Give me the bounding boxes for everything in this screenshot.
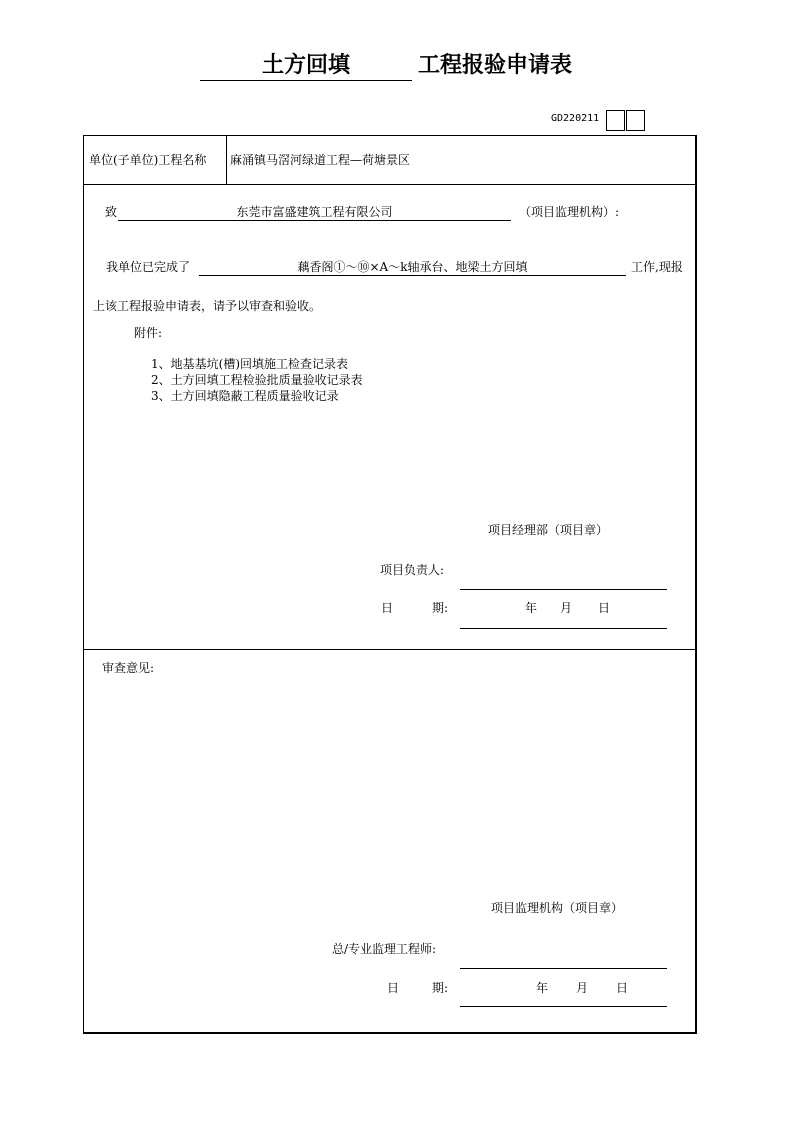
date-month-label: 月	[560, 601, 573, 615]
divider-project-label	[226, 135, 227, 184]
responsible-person-field[interactable]	[460, 589, 667, 590]
request-sentence: 上该工程报验申请表，请予以审查和验收。	[93, 299, 322, 313]
to-suffix: （项目监理机构）:	[519, 205, 620, 219]
to-organization-field[interactable]: 东莞市富盛建筑工程有限公司	[118, 204, 511, 221]
code-box-1[interactable]	[606, 110, 625, 131]
review-day-label: 日	[616, 981, 629, 995]
completed-work-field[interactable]: 藕香阁①～⑩×A～k轴承台、地梁土方回填	[199, 259, 626, 276]
date-year-label: 年	[525, 601, 538, 615]
attachment-item: 1、地基基坑(槽)回填施工检查记录表	[151, 357, 348, 371]
date-day-label: 日	[598, 601, 611, 615]
project-name-value[interactable]: 麻涌镇马滘河绿道工程—荷塘景区	[230, 153, 411, 167]
responsible-person-label: 项目负责人:	[380, 563, 445, 577]
review-date-label-char2: 期:	[432, 981, 449, 995]
code-box-2[interactable]	[626, 110, 645, 131]
department-seal-label: 项目经理部（项目章）	[488, 523, 609, 537]
supervising-engineer-label: 总/专业监理工程师:	[332, 942, 437, 956]
to-prefix: 致	[105, 205, 118, 219]
review-date-field[interactable]	[460, 1006, 667, 1007]
completed-prefix: 我单位已完成了	[106, 260, 191, 274]
supervising-engineer-field[interactable]	[460, 968, 667, 969]
project-name-label: 单位(子单位)工程名称	[89, 153, 207, 167]
application-date-field[interactable]	[460, 628, 667, 629]
date-label-char2: 期:	[432, 601, 449, 615]
attachment-item: 2、土方回填工程检验批质量验收记录表	[151, 373, 363, 387]
attachment-item: 3、土方回填隐蔽工程质量验收记录	[151, 389, 339, 403]
date-label-char1: 日	[381, 601, 394, 615]
completed-suffix: 工作,现报	[631, 260, 683, 274]
supervision-seal-label: 项目监理机构（项目章）	[491, 901, 624, 915]
divider-project-row	[83, 184, 695, 185]
attachments-label: 附件:	[134, 326, 163, 340]
review-month-label: 月	[576, 981, 589, 995]
review-opinion-label: 审查意见:	[102, 661, 155, 675]
review-year-label: 年	[536, 981, 549, 995]
page-title: 工程报验申请表	[418, 53, 573, 78]
form-code: GD220211	[551, 113, 600, 124]
review-date-label-char1: 日	[387, 981, 400, 995]
title-project-type: 土方回填	[200, 52, 412, 81]
divider-review-section	[83, 649, 695, 650]
